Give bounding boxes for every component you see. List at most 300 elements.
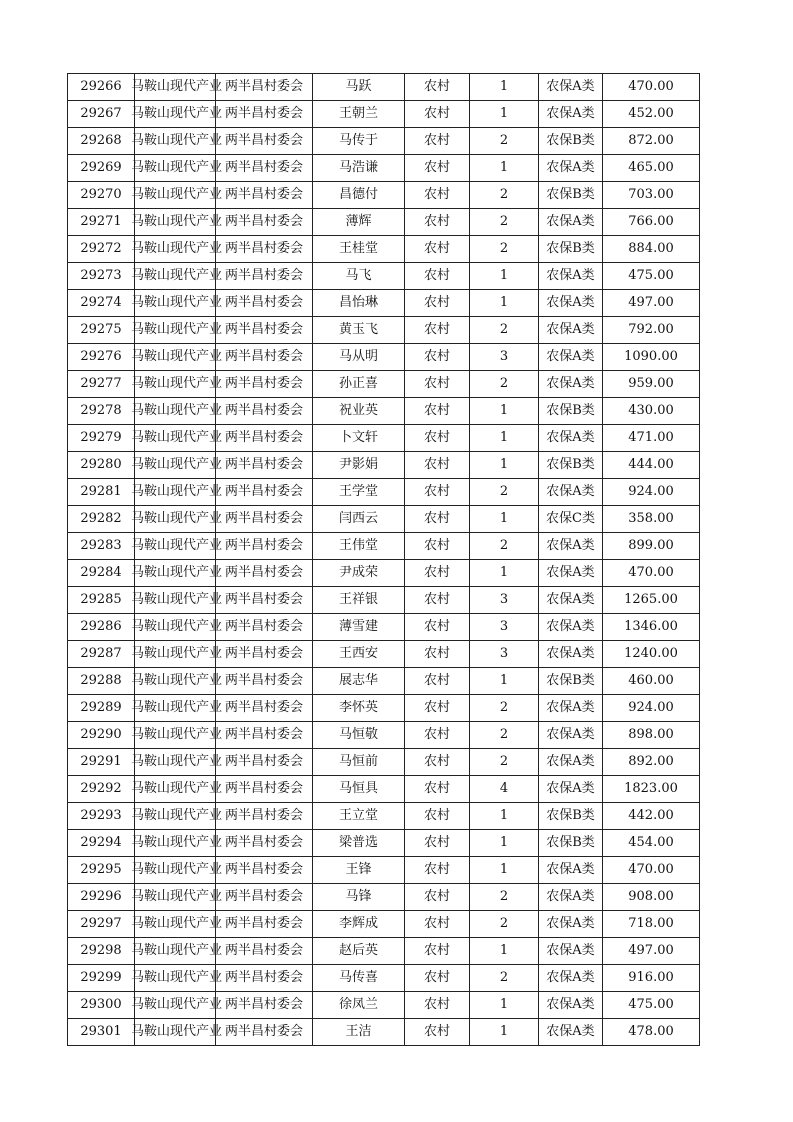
area-type-cell: 农村 (405, 236, 470, 263)
amount-cell: 916.00 (603, 965, 700, 992)
village-committee-cell: 两半昌村委会 (216, 128, 313, 155)
organization-cell: 马鞍山现代产业 (135, 938, 216, 965)
village-committee-cell: 两半昌村委会 (216, 236, 313, 263)
organization-cell: 马鞍山现代产业 (135, 776, 216, 803)
person-name-cell: 马恒前 (313, 749, 405, 776)
household-count-cell: 3 (470, 641, 539, 668)
record-id-cell: 29267 (68, 101, 135, 128)
record-id-cell: 29288 (68, 668, 135, 695)
household-count-cell: 1 (470, 803, 539, 830)
table-row (68, 479, 700, 506)
village-committee-cell: 两半昌村委会 (216, 938, 313, 965)
insurance-category-cell: 农保B类 (539, 128, 603, 155)
amount-cell: 470.00 (603, 560, 700, 587)
organization-cell: 马鞍山现代产业 (135, 668, 216, 695)
table-row (68, 884, 700, 911)
village-committee-cell: 两半昌村委会 (216, 830, 313, 857)
insurance-category-cell: 农保B类 (539, 830, 603, 857)
organization-cell: 马鞍山现代产业 (135, 641, 216, 668)
record-id-cell: 29276 (68, 344, 135, 371)
record-id-cell: 29289 (68, 695, 135, 722)
table-row (68, 452, 700, 479)
person-name-cell: 王学堂 (313, 479, 405, 506)
record-id-cell: 29301 (68, 1019, 135, 1046)
household-count-cell: 1 (470, 1019, 539, 1046)
village-committee-cell: 两半昌村委会 (216, 857, 313, 884)
record-id-cell: 29271 (68, 209, 135, 236)
person-name-cell: 马恒具 (313, 776, 405, 803)
insurance-category-cell: 农保A类 (539, 587, 603, 614)
amount-cell: 908.00 (603, 884, 700, 911)
table-row (68, 587, 700, 614)
table-row (68, 533, 700, 560)
insurance-category-cell: 农保A类 (539, 749, 603, 776)
village-committee-cell: 两半昌村委会 (216, 614, 313, 641)
amount-cell: 703.00 (603, 182, 700, 209)
table-row (68, 317, 700, 344)
household-count-cell: 2 (470, 209, 539, 236)
table-row (68, 560, 700, 587)
record-id-cell: 29285 (68, 587, 135, 614)
village-committee-cell: 两半昌村委会 (216, 1019, 313, 1046)
amount-cell: 497.00 (603, 290, 700, 317)
area-type-cell: 农村 (405, 263, 470, 290)
area-type-cell: 农村 (405, 128, 470, 155)
amount-cell: 899.00 (603, 533, 700, 560)
person-name-cell: 闫西云 (313, 506, 405, 533)
area-type-cell: 农村 (405, 992, 470, 1019)
table-row (68, 155, 700, 182)
record-id-cell: 29295 (68, 857, 135, 884)
household-count-cell: 2 (470, 317, 539, 344)
area-type-cell: 农村 (405, 776, 470, 803)
amount-cell: 452.00 (603, 101, 700, 128)
organization-cell: 马鞍山现代产业 (135, 560, 216, 587)
village-committee-cell: 两半昌村委会 (216, 452, 313, 479)
records-table (67, 73, 700, 1046)
insurance-category-cell: 农保B类 (539, 236, 603, 263)
amount-cell: 358.00 (603, 506, 700, 533)
record-id-cell: 29270 (68, 182, 135, 209)
insurance-category-cell: 农保A类 (539, 371, 603, 398)
area-type-cell: 农村 (405, 1019, 470, 1046)
organization-cell: 马鞍山现代产业 (135, 857, 216, 884)
table-row (68, 830, 700, 857)
amount-cell: 892.00 (603, 749, 700, 776)
organization-cell: 马鞍山现代产业 (135, 614, 216, 641)
area-type-cell: 农村 (405, 911, 470, 938)
organization-cell: 马鞍山现代产业 (135, 911, 216, 938)
amount-cell: 470.00 (603, 74, 700, 101)
amount-cell: 465.00 (603, 155, 700, 182)
record-id-cell: 29279 (68, 425, 135, 452)
organization-cell: 马鞍山现代产业 (135, 992, 216, 1019)
record-id-cell: 29294 (68, 830, 135, 857)
insurance-category-cell: 农保A类 (539, 776, 603, 803)
amount-cell: 444.00 (603, 452, 700, 479)
household-count-cell: 2 (470, 884, 539, 911)
organization-cell: 马鞍山现代产业 (135, 236, 216, 263)
person-name-cell: 昌怡琳 (313, 290, 405, 317)
table-row (68, 425, 700, 452)
insurance-category-cell: 农保A类 (539, 641, 603, 668)
area-type-cell: 农村 (405, 533, 470, 560)
area-type-cell: 农村 (405, 884, 470, 911)
record-id-cell: 29290 (68, 722, 135, 749)
village-committee-cell: 两半昌村委会 (216, 506, 313, 533)
amount-cell: 766.00 (603, 209, 700, 236)
household-count-cell: 1 (470, 830, 539, 857)
table-row (68, 614, 700, 641)
person-name-cell: 李怀英 (313, 695, 405, 722)
area-type-cell: 农村 (405, 587, 470, 614)
village-committee-cell: 两半昌村委会 (216, 749, 313, 776)
household-count-cell: 2 (470, 911, 539, 938)
organization-cell: 马鞍山现代产业 (135, 1019, 216, 1046)
area-type-cell: 农村 (405, 479, 470, 506)
amount-cell: 460.00 (603, 668, 700, 695)
record-id-cell: 29298 (68, 938, 135, 965)
amount-cell: 1823.00 (603, 776, 700, 803)
table-row (68, 1019, 700, 1046)
area-type-cell: 农村 (405, 290, 470, 317)
village-committee-cell: 两半昌村委会 (216, 911, 313, 938)
table-row (68, 236, 700, 263)
insurance-category-cell: 农保A类 (539, 101, 603, 128)
amount-cell: 475.00 (603, 263, 700, 290)
village-committee-cell: 两半昌村委会 (216, 722, 313, 749)
organization-cell: 马鞍山现代产业 (135, 533, 216, 560)
person-name-cell: 马传喜 (313, 965, 405, 992)
village-committee-cell: 两半昌村委会 (216, 587, 313, 614)
person-name-cell: 昌德付 (313, 182, 405, 209)
insurance-category-cell: 农保A类 (539, 695, 603, 722)
organization-cell: 马鞍山现代产业 (135, 587, 216, 614)
person-name-cell: 马传于 (313, 128, 405, 155)
table-row (68, 749, 700, 776)
record-id-cell: 29284 (68, 560, 135, 587)
area-type-cell: 农村 (405, 74, 470, 101)
organization-cell: 马鞍山现代产业 (135, 182, 216, 209)
record-id-cell: 29287 (68, 641, 135, 668)
table-row (68, 911, 700, 938)
household-count-cell: 1 (470, 263, 539, 290)
table-body (68, 74, 700, 1046)
area-type-cell: 农村 (405, 722, 470, 749)
household-count-cell: 4 (470, 776, 539, 803)
table-row (68, 182, 700, 209)
area-type-cell: 农村 (405, 803, 470, 830)
record-id-cell: 29278 (68, 398, 135, 425)
household-count-cell: 1 (470, 668, 539, 695)
insurance-category-cell: 农保A类 (539, 479, 603, 506)
area-type-cell: 农村 (405, 614, 470, 641)
amount-cell: 497.00 (603, 938, 700, 965)
organization-cell: 马鞍山现代产业 (135, 965, 216, 992)
area-type-cell: 农村 (405, 317, 470, 344)
table-row (68, 803, 700, 830)
table-row (68, 965, 700, 992)
organization-cell: 马鞍山现代产业 (135, 344, 216, 371)
table-row (68, 371, 700, 398)
insurance-category-cell: 农保A类 (539, 425, 603, 452)
organization-cell: 马鞍山现代产业 (135, 506, 216, 533)
record-id-cell: 29283 (68, 533, 135, 560)
organization-cell: 马鞍山现代产业 (135, 155, 216, 182)
person-name-cell: 梁普选 (313, 830, 405, 857)
record-id-cell: 29274 (68, 290, 135, 317)
organization-cell: 马鞍山现代产业 (135, 263, 216, 290)
household-count-cell: 2 (470, 128, 539, 155)
record-id-cell: 29299 (68, 965, 135, 992)
area-type-cell: 农村 (405, 668, 470, 695)
amount-cell: 475.00 (603, 992, 700, 1019)
amount-cell: 718.00 (603, 911, 700, 938)
insurance-category-cell: 农保B类 (539, 182, 603, 209)
amount-cell: 478.00 (603, 1019, 700, 1046)
organization-cell: 马鞍山现代产业 (135, 830, 216, 857)
record-id-cell: 29282 (68, 506, 135, 533)
area-type-cell: 农村 (405, 857, 470, 884)
village-committee-cell: 两半昌村委会 (216, 641, 313, 668)
person-name-cell: 薄辉 (313, 209, 405, 236)
person-name-cell: 展志华 (313, 668, 405, 695)
record-id-cell: 29291 (68, 749, 135, 776)
area-type-cell: 农村 (405, 101, 470, 128)
person-name-cell: 薄雪建 (313, 614, 405, 641)
amount-cell: 924.00 (603, 479, 700, 506)
organization-cell: 马鞍山现代产业 (135, 398, 216, 425)
amount-cell: 471.00 (603, 425, 700, 452)
village-committee-cell: 两半昌村委会 (216, 317, 313, 344)
person-name-cell: 马锋 (313, 884, 405, 911)
organization-cell: 马鞍山现代产业 (135, 452, 216, 479)
insurance-category-cell: 农保A类 (539, 911, 603, 938)
table-row (68, 776, 700, 803)
area-type-cell: 农村 (405, 749, 470, 776)
household-count-cell: 1 (470, 857, 539, 884)
record-id-cell: 29286 (68, 614, 135, 641)
insurance-category-cell: 农保A类 (539, 857, 603, 884)
person-name-cell: 卜文轩 (313, 425, 405, 452)
amount-cell: 1090.00 (603, 344, 700, 371)
table-row (68, 506, 700, 533)
village-committee-cell: 两半昌村委会 (216, 560, 313, 587)
organization-cell: 马鞍山现代产业 (135, 722, 216, 749)
person-name-cell: 尹影娟 (313, 452, 405, 479)
person-name-cell: 尹成荣 (313, 560, 405, 587)
amount-cell: 1265.00 (603, 587, 700, 614)
village-committee-cell: 两半昌村委会 (216, 290, 313, 317)
household-count-cell: 2 (470, 479, 539, 506)
insurance-category-cell: 农保A类 (539, 614, 603, 641)
organization-cell: 马鞍山现代产业 (135, 74, 216, 101)
record-id-cell: 29268 (68, 128, 135, 155)
village-committee-cell: 两半昌村委会 (216, 479, 313, 506)
amount-cell: 884.00 (603, 236, 700, 263)
insurance-category-cell: 农保A类 (539, 290, 603, 317)
table-row (68, 209, 700, 236)
record-id-cell: 29292 (68, 776, 135, 803)
record-id-cell: 29275 (68, 317, 135, 344)
record-id-cell: 29277 (68, 371, 135, 398)
person-name-cell: 祝业英 (313, 398, 405, 425)
amount-cell: 872.00 (603, 128, 700, 155)
household-count-cell: 2 (470, 371, 539, 398)
organization-cell: 马鞍山现代产业 (135, 290, 216, 317)
organization-cell: 马鞍山现代产业 (135, 803, 216, 830)
insurance-category-cell: 农保A类 (539, 1019, 603, 1046)
table-row (68, 398, 700, 425)
household-count-cell: 1 (470, 155, 539, 182)
village-committee-cell: 两半昌村委会 (216, 533, 313, 560)
person-name-cell: 马恒敬 (313, 722, 405, 749)
person-name-cell: 王桂堂 (313, 236, 405, 263)
organization-cell: 马鞍山现代产业 (135, 884, 216, 911)
organization-cell: 马鞍山现代产业 (135, 317, 216, 344)
household-count-cell: 3 (470, 587, 539, 614)
area-type-cell: 农村 (405, 965, 470, 992)
person-name-cell: 马浩谦 (313, 155, 405, 182)
area-type-cell: 农村 (405, 425, 470, 452)
organization-cell: 马鞍山现代产业 (135, 425, 216, 452)
record-id-cell: 29280 (68, 452, 135, 479)
table-row (68, 101, 700, 128)
record-id-cell: 29269 (68, 155, 135, 182)
area-type-cell: 农村 (405, 938, 470, 965)
household-count-cell: 1 (470, 506, 539, 533)
village-committee-cell: 两半昌村委会 (216, 668, 313, 695)
village-committee-cell: 两半昌村委会 (216, 803, 313, 830)
table-row (68, 695, 700, 722)
amount-cell: 1346.00 (603, 614, 700, 641)
village-committee-cell: 两半昌村委会 (216, 74, 313, 101)
village-committee-cell: 两半昌村委会 (216, 344, 313, 371)
village-committee-cell: 两半昌村委会 (216, 155, 313, 182)
household-count-cell: 1 (470, 992, 539, 1019)
household-count-cell: 1 (470, 74, 539, 101)
village-committee-cell: 两半昌村委会 (216, 695, 313, 722)
organization-cell: 马鞍山现代产业 (135, 695, 216, 722)
insurance-category-cell: 农保A类 (539, 965, 603, 992)
insurance-category-cell: 农保A类 (539, 74, 603, 101)
organization-cell: 马鞍山现代产业 (135, 479, 216, 506)
person-name-cell: 王西安 (313, 641, 405, 668)
person-name-cell: 李辉成 (313, 911, 405, 938)
area-type-cell: 农村 (405, 695, 470, 722)
household-count-cell: 2 (470, 695, 539, 722)
person-name-cell: 王朝兰 (313, 101, 405, 128)
amount-cell: 470.00 (603, 857, 700, 884)
table-row (68, 263, 700, 290)
organization-cell: 马鞍山现代产业 (135, 749, 216, 776)
person-name-cell: 孙正喜 (313, 371, 405, 398)
household-count-cell: 1 (470, 452, 539, 479)
household-count-cell: 3 (470, 344, 539, 371)
amount-cell: 898.00 (603, 722, 700, 749)
person-name-cell: 马飞 (313, 263, 405, 290)
insurance-category-cell: 农保A类 (539, 209, 603, 236)
village-committee-cell: 两半昌村委会 (216, 992, 313, 1019)
area-type-cell: 农村 (405, 830, 470, 857)
area-type-cell: 农村 (405, 452, 470, 479)
insurance-category-cell: 农保A类 (539, 938, 603, 965)
insurance-category-cell: 农保B类 (539, 803, 603, 830)
insurance-category-cell: 农保A类 (539, 533, 603, 560)
area-type-cell: 农村 (405, 209, 470, 236)
amount-cell: 442.00 (603, 803, 700, 830)
insurance-category-cell: 农保B类 (539, 398, 603, 425)
table-row (68, 344, 700, 371)
record-id-cell: 29273 (68, 263, 135, 290)
insurance-category-cell: 农保A类 (539, 155, 603, 182)
village-committee-cell: 两半昌村委会 (216, 776, 313, 803)
insurance-category-cell: 农保B类 (539, 452, 603, 479)
village-committee-cell: 两半昌村委会 (216, 209, 313, 236)
village-committee-cell: 两半昌村委会 (216, 371, 313, 398)
person-name-cell: 王伟堂 (313, 533, 405, 560)
area-type-cell: 农村 (405, 371, 470, 398)
area-type-cell: 农村 (405, 506, 470, 533)
village-committee-cell: 两半昌村委会 (216, 182, 313, 209)
area-type-cell: 农村 (405, 398, 470, 425)
record-id-cell: 29266 (68, 74, 135, 101)
table-row (68, 74, 700, 101)
household-count-cell: 2 (470, 182, 539, 209)
person-name-cell: 徐凤兰 (313, 992, 405, 1019)
table-row (68, 668, 700, 695)
organization-cell: 马鞍山现代产业 (135, 209, 216, 236)
table-row (68, 857, 700, 884)
person-name-cell: 马从明 (313, 344, 405, 371)
table-row (68, 722, 700, 749)
amount-cell: 959.00 (603, 371, 700, 398)
household-count-cell: 1 (470, 290, 539, 317)
insurance-category-cell: 农保A类 (539, 560, 603, 587)
household-count-cell: 2 (470, 749, 539, 776)
insurance-category-cell: 农保A类 (539, 722, 603, 749)
amount-cell: 454.00 (603, 830, 700, 857)
household-count-cell: 1 (470, 425, 539, 452)
village-committee-cell: 两半昌村委会 (216, 101, 313, 128)
person-name-cell: 王洁 (313, 1019, 405, 1046)
household-count-cell: 3 (470, 614, 539, 641)
insurance-category-cell: 农保A类 (539, 344, 603, 371)
insurance-category-cell: 农保A类 (539, 884, 603, 911)
household-count-cell: 1 (470, 560, 539, 587)
record-id-cell: 29293 (68, 803, 135, 830)
amount-cell: 430.00 (603, 398, 700, 425)
organization-cell: 马鞍山现代产业 (135, 128, 216, 155)
person-name-cell: 王祥银 (313, 587, 405, 614)
village-committee-cell: 两半昌村委会 (216, 263, 313, 290)
person-name-cell: 赵后英 (313, 938, 405, 965)
organization-cell: 马鞍山现代产业 (135, 371, 216, 398)
village-committee-cell: 两半昌村委会 (216, 425, 313, 452)
village-committee-cell: 两半昌村委会 (216, 884, 313, 911)
household-count-cell: 2 (470, 965, 539, 992)
village-committee-cell: 两半昌村委会 (216, 398, 313, 425)
record-id-cell: 29272 (68, 236, 135, 263)
area-type-cell: 农村 (405, 182, 470, 209)
amount-cell: 1240.00 (603, 641, 700, 668)
insurance-category-cell: 农保A类 (539, 317, 603, 344)
person-name-cell: 王锋 (313, 857, 405, 884)
insurance-category-cell: 农保B类 (539, 668, 603, 695)
household-count-cell: 1 (470, 938, 539, 965)
household-count-cell: 1 (470, 101, 539, 128)
record-id-cell: 29296 (68, 884, 135, 911)
